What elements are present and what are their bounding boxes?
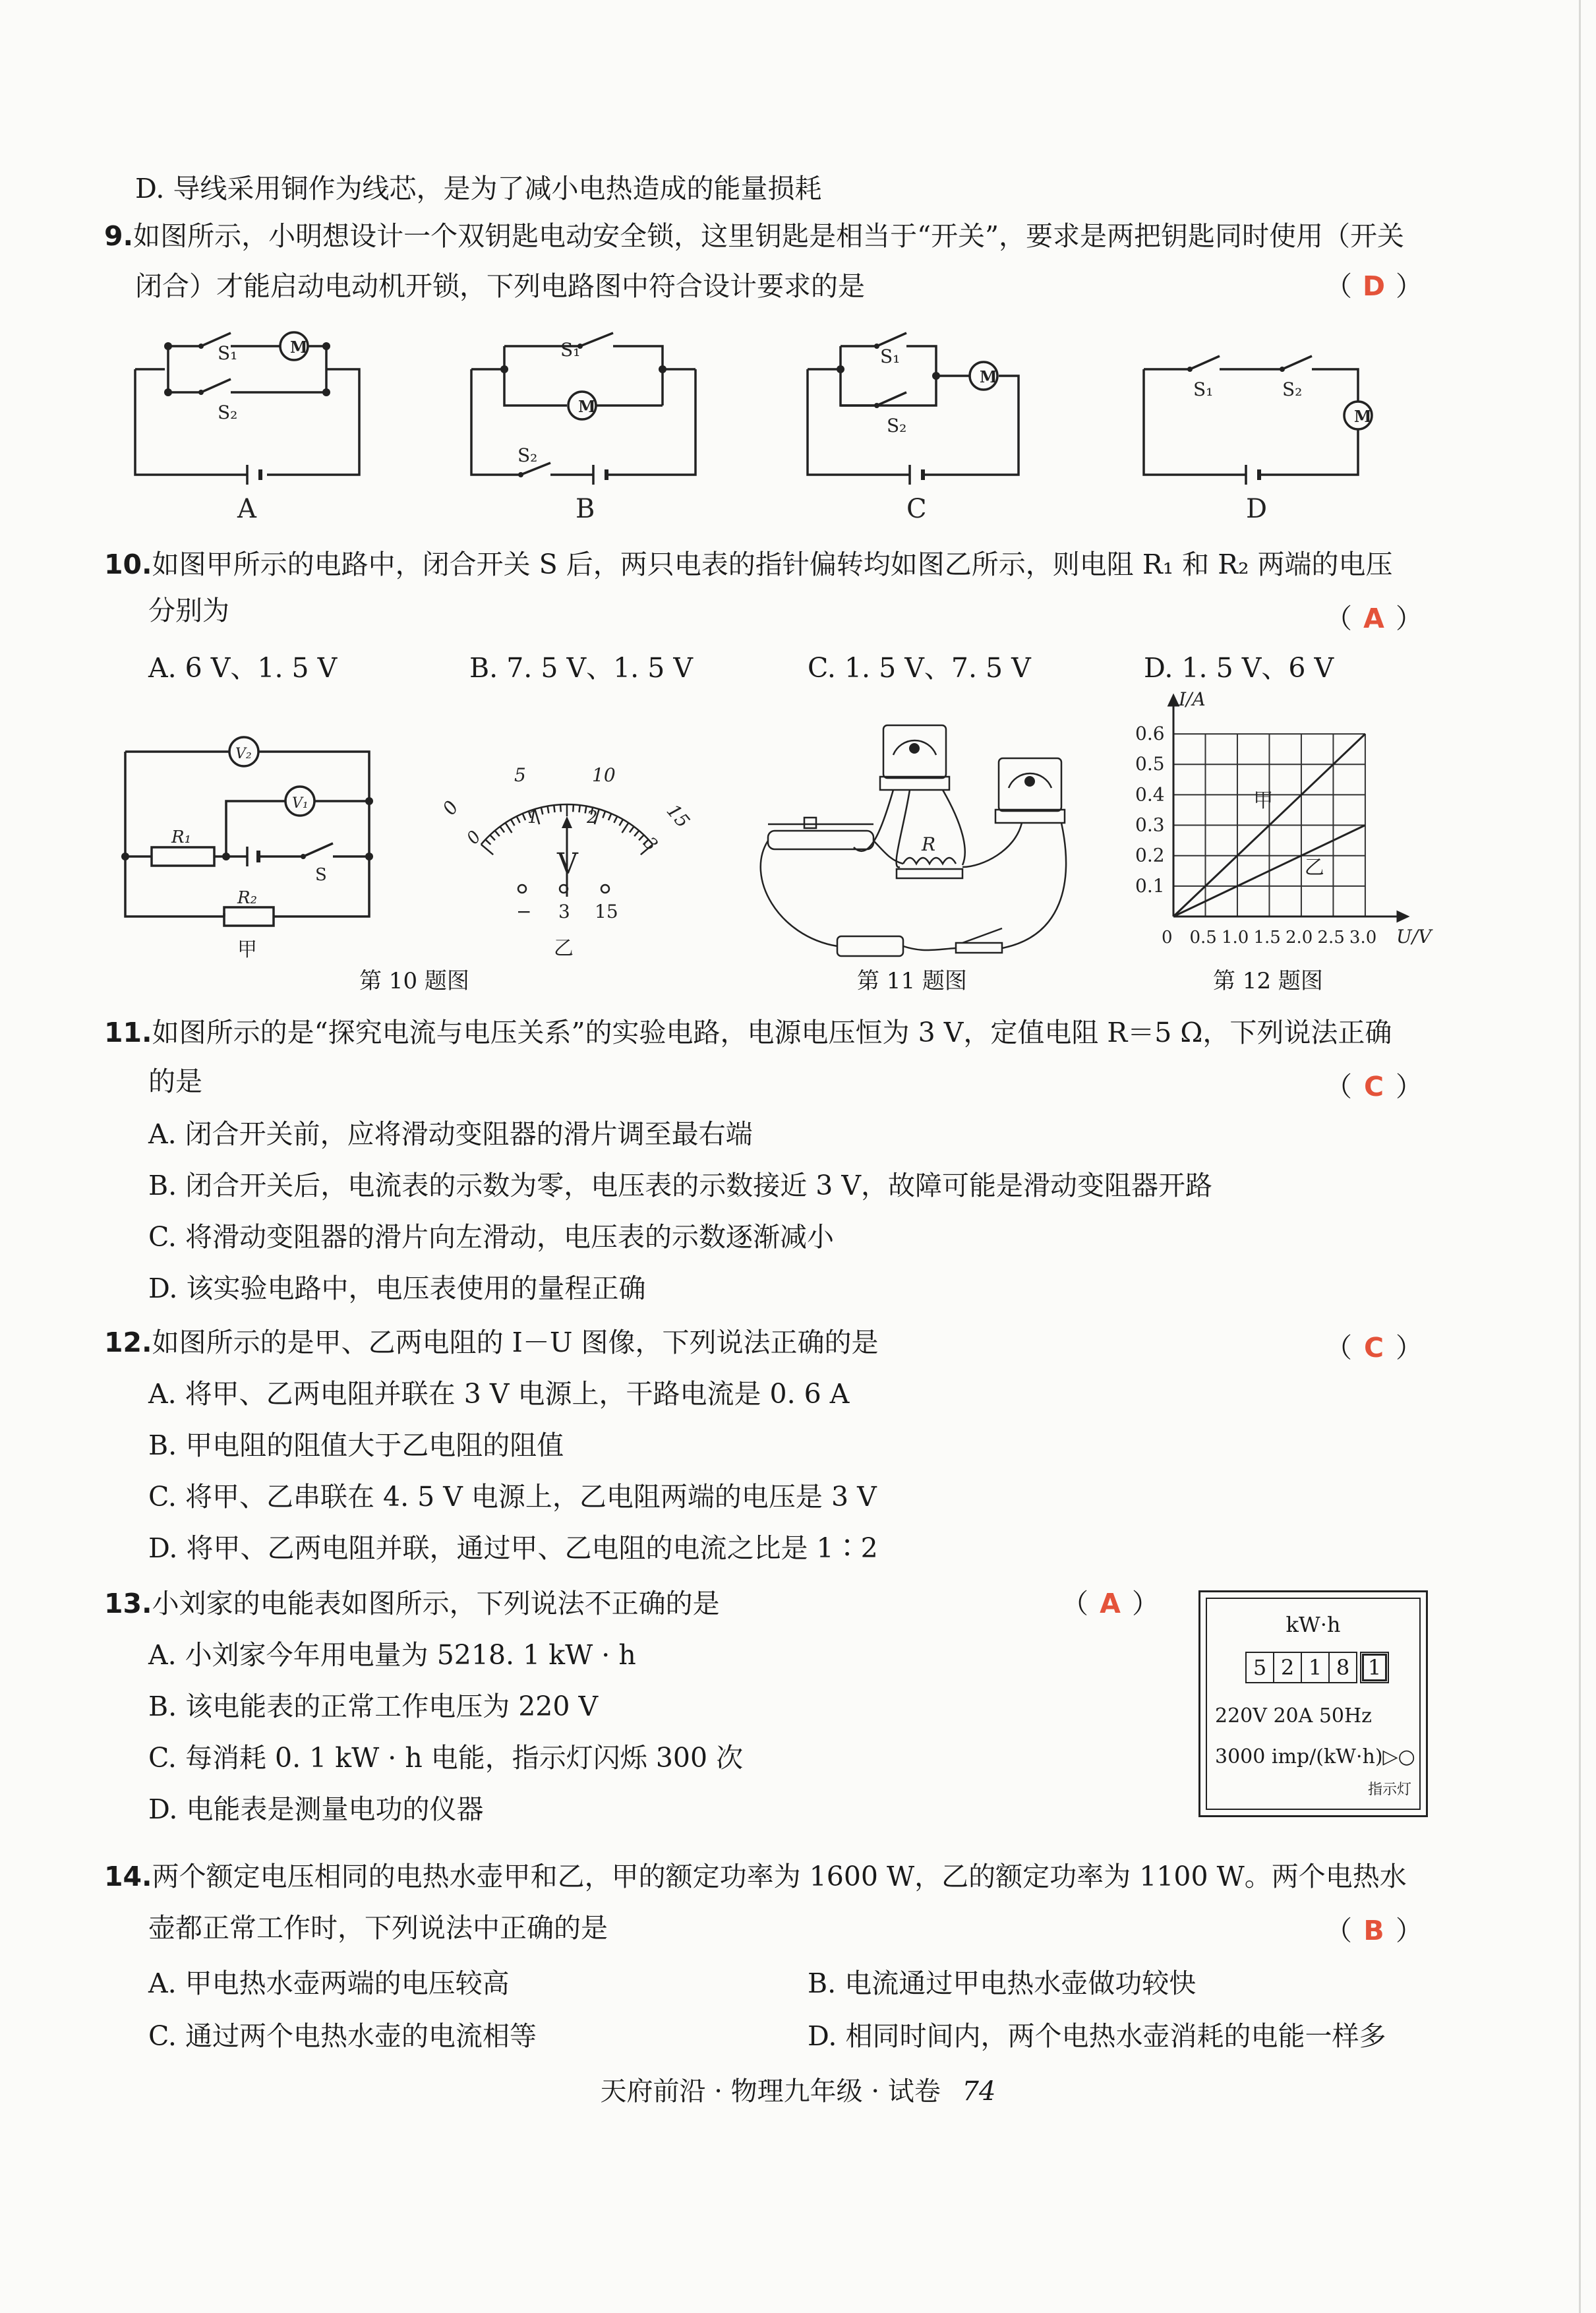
dial-tick	[500, 827, 504, 833]
terminal-minus: −	[516, 901, 532, 922]
terminal-15: 15	[595, 901, 618, 922]
energy-meter	[1198, 1590, 1428, 1817]
x-tick-label: 0	[1162, 928, 1173, 947]
meter-digit-decimal: 1	[1360, 1652, 1389, 1683]
x-tick-label: 1.5	[1253, 928, 1281, 947]
q13-line1: 13.小刘家的电能表如图所示，下列说法不正确的是	[104, 1588, 720, 1619]
x-tick-label: 1.0	[1221, 928, 1249, 947]
yi-label: 乙	[554, 937, 574, 960]
q13-option-b: B. 该电能表的正常工作电压为 220 V	[148, 1691, 599, 1722]
q14-option-c: C. 通过两个电热水壶的电流相等	[148, 2020, 537, 2052]
page-footer	[0, 2070, 1596, 2108]
q12-option-c: C. 将甲、乙串联在 4. 5 V 电源上，乙电阻两端的电压是 3 V	[148, 1481, 877, 1513]
y-tick-label: 0.3	[1135, 814, 1165, 836]
dial-tick	[485, 839, 490, 845]
dial-tick	[630, 827, 634, 833]
dial-top-10: 10	[592, 764, 616, 786]
dial-tick	[603, 811, 605, 818]
dial-top-0: 0	[438, 796, 463, 820]
circuit-c	[808, 333, 1019, 485]
q14-line2: 壶都正常工作时，下列说法中正确的是	[148, 1912, 608, 1944]
label-d: D	[1246, 494, 1268, 524]
y-tick-label: 0.1	[1135, 874, 1165, 897]
q12-option-a: A. 将甲、乙两电阻并联在 3 V 电源上，干路电流是 0. 6 A	[148, 1378, 850, 1410]
q11-answer: C	[1363, 1071, 1384, 1102]
label-b: B	[576, 494, 595, 524]
x-tick-label: 3.0	[1349, 928, 1377, 947]
dial-tick	[622, 823, 629, 833]
q11-option-b: B. 闭合开关后，电流表的示数为零，电压表的示数接近 3 V，故障可能是滑动变阻器开路	[148, 1170, 1212, 1201]
dial-tick	[495, 831, 500, 836]
q10-option-c: C. 1. 5 V、7. 5 V	[808, 652, 1031, 684]
dial-tick	[517, 816, 520, 823]
q12-answer-bracket: （ C ）	[1325, 1329, 1423, 1366]
meter-digit: 5	[1245, 1652, 1274, 1683]
q9-answer: D	[1362, 270, 1386, 302]
x-axis-label: U/V	[1396, 926, 1432, 947]
q9-line1	[104, 218, 1404, 255]
dial-tick	[506, 823, 512, 833]
q14-answer: B	[1363, 1915, 1384, 1946]
dial-tick	[614, 816, 617, 823]
page-number: 74	[962, 2076, 996, 2107]
battery-body	[837, 936, 903, 956]
q11-circuit-sketch	[752, 719, 1081, 969]
series-label-yi: 乙	[1304, 856, 1324, 880]
y-tick-label: 0.5	[1135, 753, 1165, 775]
circuit-a	[135, 332, 359, 485]
q9-number: 9.	[104, 220, 134, 252]
q10-meter-yi	[429, 745, 705, 969]
jia-label: 甲	[237, 938, 257, 961]
dial-tick	[481, 845, 493, 855]
switch-base	[956, 943, 1002, 953]
c-s1: S₁	[880, 345, 901, 367]
fig11-caption: 第 11 题图	[857, 968, 967, 994]
q14-answer-bracket: （ B ）	[1325, 1912, 1423, 1949]
dial-tick	[547, 806, 548, 814]
q11-line1: 11.如图所示的是“探究电流与电压关系”的实验电路，电源电压恒为 3 V，定值电阻 R＝5 Ω，下列说法正确	[104, 1017, 1392, 1048]
q13-answer-bracket: （ A ）	[1061, 1585, 1159, 1622]
a-s2: S₂	[218, 402, 238, 423]
q9-circuit-figures	[0, 310, 1596, 534]
r2-label: R₂	[237, 888, 257, 908]
dial-tick	[608, 814, 611, 820]
dial-tick	[490, 835, 495, 840]
circuit-d	[1144, 356, 1372, 485]
dial-tick	[523, 814, 525, 820]
y-tick-label: 0.4	[1135, 783, 1165, 806]
q10-number: 10.	[104, 549, 152, 580]
a-s1: S₁	[218, 342, 238, 364]
b-s2: S₂	[517, 444, 538, 466]
y-tick-label: 0.2	[1135, 844, 1165, 866]
y-axis-label: I/A	[1179, 688, 1206, 710]
q8-option-d: D. 导线采用铜作为线芯，是为了减小电热造成的能量损耗	[135, 173, 822, 204]
q12-number: 12.	[104, 1327, 152, 1358]
q11-option-d: D. 该实验电路中，电压表使用的量程正确	[148, 1273, 646, 1304]
q11-number: 11.	[104, 1017, 152, 1048]
q12-line1: 12.如图所示的是甲、乙两电阻的 I－U 图像，下列说法正确的是	[104, 1327, 879, 1358]
q12-iu-chart	[1108, 688, 1432, 976]
q14-number: 14.	[104, 1861, 152, 1892]
dial-tick	[639, 835, 644, 840]
dial-top-5: 5	[514, 764, 526, 786]
b-s1: S₁	[560, 339, 581, 361]
q10-option-b: B. 7. 5 V、1. 5 V	[469, 652, 693, 684]
y-tick-label: 0.6	[1135, 723, 1165, 745]
needle-tip	[562, 816, 572, 828]
dial-bottom-0: 0	[463, 827, 485, 849]
dial-tick	[573, 804, 574, 812]
indicator-icon: ▷○	[1382, 1745, 1415, 1768]
label-a: A	[237, 494, 256, 524]
q10-line1: 10.如图甲所示的电路中，闭合开关 S 后，两只电表的指针偏转均如图乙所示，则电阻 R₁ 和 R₂ 两端的电压	[104, 549, 1393, 580]
q9-line2: 闭合）才能启动电动机开锁，下列电路图中符合设计要求的是	[135, 270, 865, 302]
q13-option-c: C. 每消耗 0. 1 kW · h 电能，指示灯闪烁 300 次	[148, 1742, 744, 1774]
y-axis-arrow	[1169, 696, 1178, 706]
dial-bottom-3: 3	[639, 833, 661, 855]
meter-digits	[1245, 1652, 1388, 1683]
q13-option-d: D. 电能表是测量电功的仪器	[148, 1793, 484, 1825]
q14-option-b: B. 电流通过甲电热水壶做功较快	[808, 1968, 1197, 1999]
q10-answer-bracket: （ A ）	[1325, 600, 1423, 637]
q12-answer: C	[1363, 1332, 1384, 1364]
meter-digit: 2	[1273, 1652, 1302, 1683]
v2-label: V₂	[235, 746, 252, 762]
q13-option-a: A. 小刘家今年用电量为 5218. 1 kW · h	[148, 1639, 636, 1671]
dial-tick	[541, 808, 543, 815]
d-s1: S₁	[1193, 378, 1214, 400]
meter-imp: 3000 imp/(kW·h)▷○	[1215, 1745, 1415, 1768]
q10-line2: 分别为	[148, 595, 229, 626]
dial-top-15: 15	[662, 800, 694, 832]
q10-answer: A	[1363, 603, 1384, 634]
v1-label: V₁	[292, 795, 309, 812]
q12-option-b: B. 甲电阻的阻值大于乙电阻的阻值	[148, 1429, 564, 1461]
dial-bottom-2: 2	[587, 808, 598, 827]
q11-line2: 的是	[148, 1066, 202, 1097]
series-label-jia: 甲	[1253, 789, 1274, 812]
meter-digit: 8	[1328, 1652, 1357, 1683]
c-s2: S₂	[887, 415, 907, 436]
meter-indicator-label: 指示灯	[1367, 1782, 1411, 1798]
x-axis-arrow	[1398, 912, 1407, 921]
q11-answer-bracket: （ C ）	[1325, 1068, 1423, 1105]
q9-answer-bracket: （ D ）	[1325, 268, 1423, 305]
x-tick-label: 2.5	[1317, 928, 1345, 947]
q11-option-a: A. 闭合开关前，应将滑动变阻器的滑片调至最右端	[148, 1118, 753, 1150]
r1-label: R₁	[171, 827, 191, 847]
footer-text: 天府前沿 · 物理九年级 · 试卷	[600, 2076, 941, 2107]
q12-option-d: D. 将甲、乙两电阻并联，通过甲、乙电阻的电流之比是 1∶2	[148, 1532, 878, 1564]
q13-number: 13.	[104, 1588, 152, 1619]
q10-option-a: A. 6 V、1. 5 V	[148, 652, 338, 684]
meter-digit: 1	[1301, 1652, 1330, 1683]
q10-option-d: D. 1. 5 V、6 V	[1144, 652, 1334, 684]
dial-bottom-1: 1	[527, 808, 539, 827]
terminal-3: 3	[558, 901, 570, 922]
q14-option-a: A. 甲电热水壶两端的电压较高	[148, 1968, 510, 1999]
motor-c: M	[980, 367, 997, 386]
meter-spec: 220V 20A 50Hz	[1215, 1704, 1372, 1727]
q9-text: 如图所示，小明想设计一个双钥匙电动安全锁，这里钥匙是相当于“开关”，要求是两把钥匙同时使用（开关	[133, 220, 1405, 252]
label-c: C	[906, 494, 927, 524]
meter-unit-label: kW·h	[1286, 1612, 1341, 1637]
fig12-caption: 第 12 题图	[1213, 968, 1323, 994]
switch-label: S	[315, 865, 327, 885]
dial-tick	[634, 831, 639, 836]
d-s2: S₂	[1282, 378, 1303, 400]
resistor-r	[903, 858, 956, 864]
dial-tick	[560, 804, 561, 812]
motor-d: M	[1354, 407, 1372, 426]
q10-circuit-jia	[105, 719, 396, 969]
rheostat-body	[768, 831, 873, 849]
r-label: R	[922, 833, 936, 855]
q14-line1: 14.两个额定电压相同的电热水壶甲和乙，甲的额定功率为 1600 W，乙的额定功率为 1100 W。两个电热水	[104, 1861, 1407, 1892]
meter-unit: V	[557, 847, 578, 881]
x-tick-label: 2.0	[1285, 928, 1313, 947]
motor-a: M	[290, 338, 308, 357]
q11-option-c: C. 将滑动变阻器的滑片向左滑动，电压表的示数逐渐减小	[148, 1221, 834, 1253]
q13-answer: A	[1100, 1588, 1121, 1619]
dial-tick	[511, 820, 515, 826]
q14-option-d: D. 相同时间内，两个电热水壶消耗的电能一样多	[808, 2020, 1386, 2052]
x-tick-label: 0.5	[1189, 928, 1217, 947]
dial-tick	[620, 820, 624, 826]
motor-b: M	[578, 397, 596, 416]
fig10-caption: 第 10 题图	[359, 968, 469, 994]
